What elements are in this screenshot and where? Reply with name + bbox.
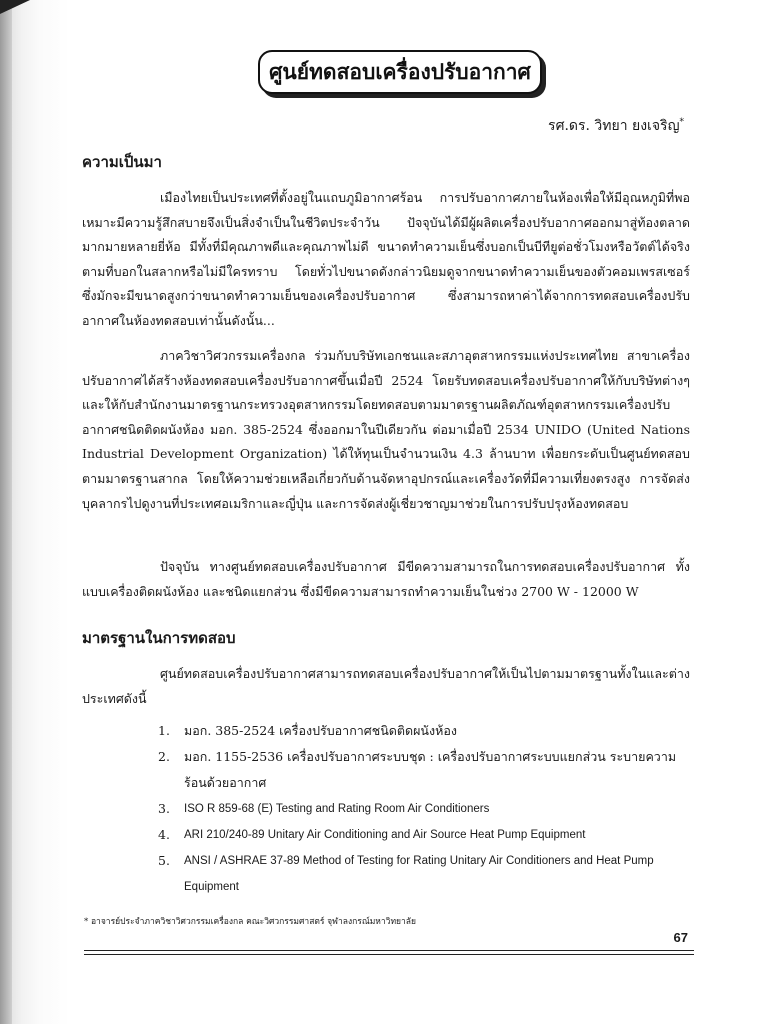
- standards-list: [158, 718, 698, 900]
- list-item-text: ANSI / ASHRAE 37-89 Method of Testing for Rating Unitary Air Conditioners and Heat Pump Equipment: [184, 855, 654, 893]
- list-item-text: มอก. 385-2524 เครื่องปรับอากาศชนิดติดผนังห้อง: [184, 723, 457, 738]
- list-item: [158, 796, 698, 822]
- paragraph-intro-text: เมืองไทยเป็นประเทศที่ตั้งอยู่ในแถบภูมิอากาศร้อน การปรับอากาศภายในห้องเพื่อให้มีอุณหภูมิที่พอเหมาะมีความรู้สึกสบายจึงเป็นสิ่งจำเป็นในชีวิตประจำวัน ปัจจุบันได้มีผู้ผลิตเครื่องปรับอากาศออกมาสู่ท้องตลาดมากมายหลายยี่ห้อ มีทั้งที่มีคุณภาพดีและคุณภาพไม่ดี ขนาดทำความเย็นซึ่งบอกเป็นบีทียูต่อชั่วโมงหรือวัตต์ได้จริงตามที่บอกในสลากหรือไม่มีใครทราบ โดยทั่วไปขนาดดังกล่าวนิยมดูจากขนาดทำความเย็นของตัวคอมเพรสเซอร์ ซึ่งมักจะมีขนาดสูงกว่าขนาดทำความเย็นของเครื่องปรับอากาศ ซึ่งสามารถหาค่าได้จากการทดสอบเครื่องปรับอากาศในห้องทดสอบเท่านั้นดังนั้น...: [82, 190, 690, 328]
- author-line: [548, 115, 684, 137]
- footer-rule-bottom: [84, 954, 694, 955]
- paragraph-standards-intro-text: ศูนย์ทดสอบเครื่องปรับอากาศสามารถทดสอบเครื่องปรับอากาศให้เป็นไปตามมาตรฐานทั้งในและต่างประเทศดังนี้: [82, 666, 690, 706]
- author-name: รศ.ดร. วิทยา ยงเจริญ: [548, 118, 680, 134]
- page-number: 67: [673, 930, 688, 945]
- paragraph-current: [82, 555, 690, 604]
- list-item-text: ARI 210/240-89 Unitary Air Conditioning and Air Source Heat Pump Equipment: [184, 829, 586, 841]
- list-item: [158, 822, 698, 848]
- paragraph-current-text: ปัจจุบัน ทางศูนย์ทดสอบเครื่องปรับอากาศ มีขีดความสามารถในการทดสอบเครื่องปรับอากาศ ทั้งแบบเครื่องติดผนังห้อง และชนิดแยกส่วน ซึ่งมีขีดความสามารถทำความเย็นในช่วง 2700 W - 12000 W: [82, 559, 690, 599]
- footnote: * อาจารย์ประจำภาควิชาวิศวกรรมเครื่องกล คณะวิศวกรรมศาสตร์ จุฬาลงกรณ์มหาวิทยาลัย: [84, 917, 416, 927]
- article-title-box: [258, 50, 542, 94]
- list-item-number: 3.: [158, 801, 170, 816]
- list-item-number: 2.: [158, 749, 170, 764]
- paragraph-intro: [82, 186, 690, 334]
- section-heading-standards: มาตรฐานในการทดสอบ: [82, 629, 236, 647]
- section-heading-background: ความเป็นมา: [82, 153, 162, 171]
- paragraph-standards-intro: [82, 662, 690, 711]
- list-item-number: 4.: [158, 827, 170, 842]
- list-item-number: 5.: [158, 853, 170, 868]
- author-footnote-mark: *: [679, 117, 684, 128]
- list-item-number: 1.: [158, 723, 170, 738]
- article-title: ศูนย์ทดสอบเครื่องปรับอากาศ: [269, 59, 531, 84]
- paragraph-history-text: ภาควิชาวิศวกรรมเครื่องกล ร่วมกับบริษัทเอกชนและสภาอุตสาหกรรมแห่งประเทศไทย สาขาเครื่องปรับอากาศได้สร้างห้องทดสอบเครื่องปรับอากาศขึ้นเมื่อปี 2524 โดยรับทดสอบเครื่องปรับอากาศให้กับบริษัทต่างๆ และให้กับสำนักงานมาตรฐานกระทรวงอุตสาหกรรมโดยทดสอบตามมาตรฐานผลิตภัณฑ์อุตสาหกรรมเครื่องปรับอากาศชนิดติดผนังห้อง มอก. 385-2524 ซึ่งออกมาในปีเดียวกัน ต่อมาเมื่อปี 2534 UNIDO (United Nations Industrial Development Organization) ได้ให้ทุนเป็นจำนวนเงิน 4.3 ล้านบาท เพื่อยกระดับเป็นศูนย์ทดสอบตามมาตรฐานสากล โดยให้ความช่วยเหลือเกี่ยวกับด้านจัดหาอุปกรณ์และเครื่องวัดที่มีความเที่ยงตรงสูง การจัดส่งบุคลากรไปดูงานที่ประเทศอเมริกาและญี่ปุ่น และการจัดส่งผู้เชี่ยวชาญมาช่วยในการปรับปรุงห้องทดสอบ: [82, 348, 690, 511]
- list-item-text: มอก. 1155-2536 เครื่องปรับอากาศระบบชุด : เครื่องปรับอากาศระบบแยกส่วน ระบายความร้อนด้วยอากาศ: [184, 749, 677, 790]
- book-spine-shadow: [0, 0, 12, 1024]
- list-item-text: ISO R 859-68 (E) Testing and Rating Room Air Conditioners: [184, 803, 490, 815]
- footer-rule-top: [84, 950, 694, 951]
- page-corner-mark: [0, 0, 30, 14]
- paragraph-history: [82, 344, 690, 516]
- list-item: [158, 848, 698, 900]
- list-item: [158, 718, 698, 744]
- list-item: [158, 744, 698, 796]
